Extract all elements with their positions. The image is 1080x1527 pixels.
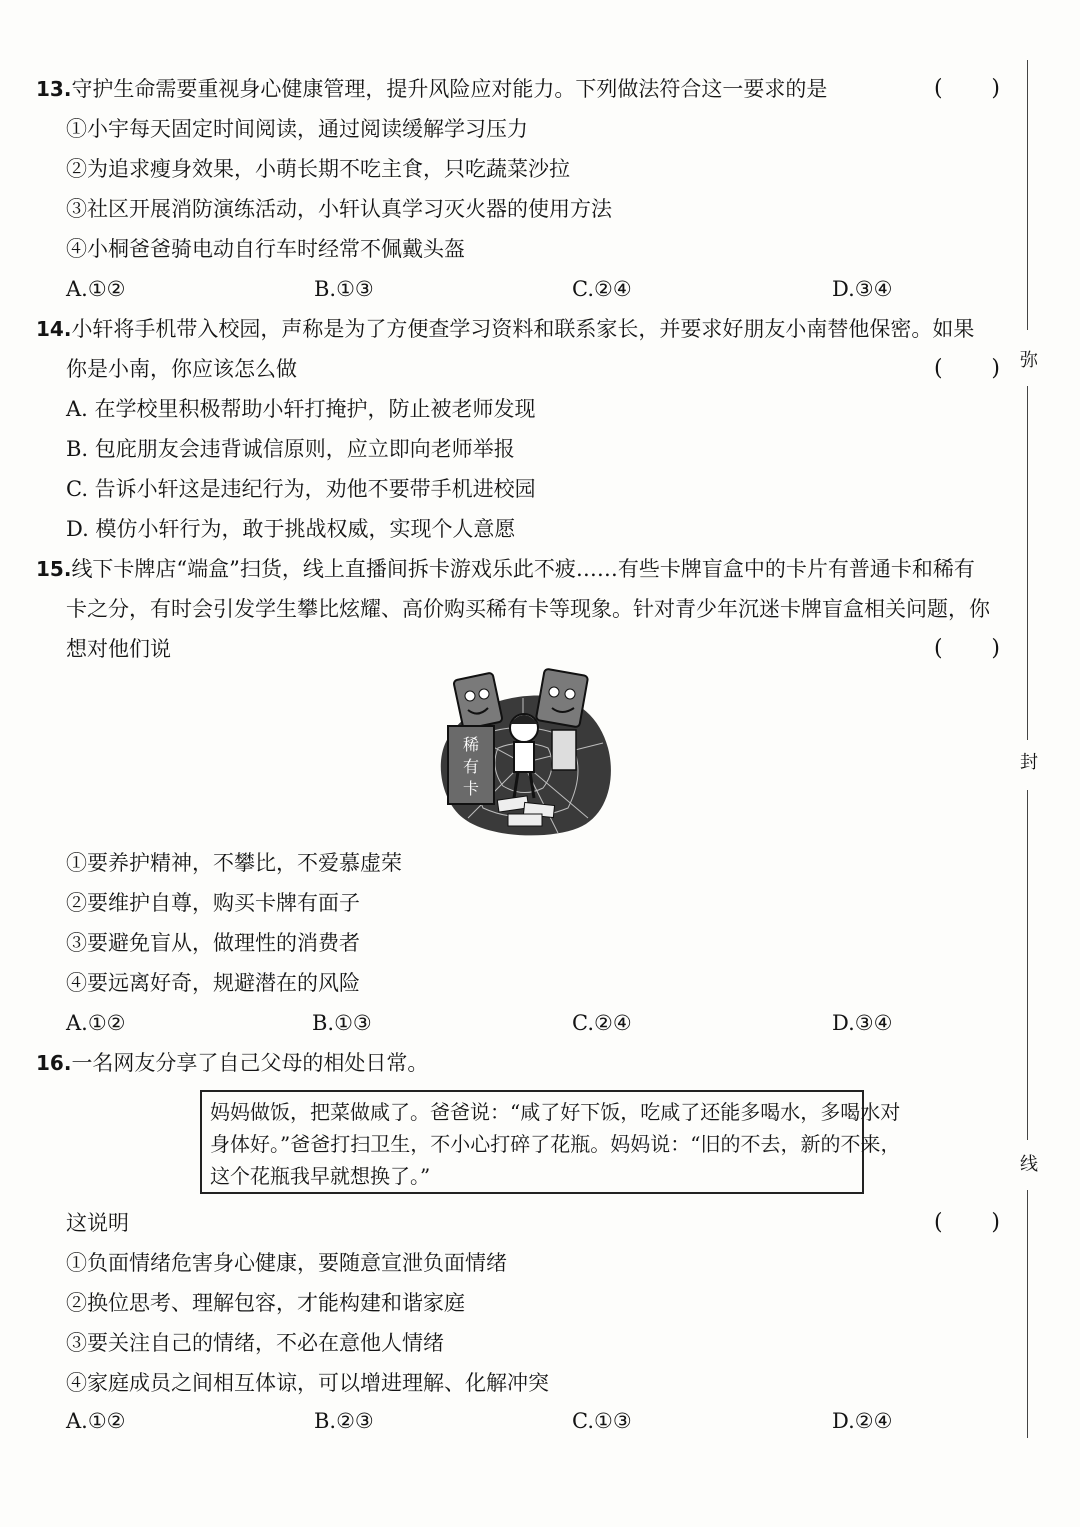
q16-stem: 一名网友分享了自己父母的相处日常。 xyxy=(71,1051,429,1075)
rare-card-char-1: 稀 xyxy=(462,735,480,754)
q15-item-2: ②要维护自尊，购买卡牌有面子 xyxy=(66,891,360,915)
paren-right: ) xyxy=(991,356,1000,381)
rare-card-char-3: 卡 xyxy=(462,779,480,798)
q15-option-b: B.①③ xyxy=(312,1011,372,1035)
q13-item-1: ①小宇每天固定时间阅读，通过阅读缓解学习压力 xyxy=(66,117,528,141)
q13-item-3: ③社区开展消防演练活动，小轩认真学习灭火器的使用方法 xyxy=(66,197,612,221)
q15-option-a: A.①② xyxy=(66,1011,126,1035)
q14-option-a: A. 在学校里积极帮助小轩打掩护，防止被老师发现 xyxy=(66,397,536,421)
q15-item-1: ①要养护精神，不攀比，不爱慕虚荣 xyxy=(66,851,402,875)
binding-line-segment xyxy=(1027,386,1028,740)
q13-option-b: B.①③ xyxy=(314,277,374,301)
rare-card-char-2: 有 xyxy=(462,757,480,776)
q16-option-b: B.②③ xyxy=(314,1409,374,1433)
q13-option-a: A.①② xyxy=(66,277,126,301)
paren-left: ( xyxy=(934,1210,943,1235)
q16-prompt: 这说明 xyxy=(66,1211,129,1235)
q16-option-a: A.①② xyxy=(66,1409,126,1433)
q16-number: 16. xyxy=(36,1051,72,1075)
q13-item-4: ④小桐爸爸骑电动自行车时经常不佩戴头盔 xyxy=(66,237,465,261)
q15-option-d: D.③④ xyxy=(832,1011,893,1035)
q16-item-2: ②换位思考、理解包容，才能构建和谐家庭 xyxy=(66,1291,465,1315)
q16-box-line-3: 这个花瓶我早就想换了。” xyxy=(210,1164,431,1188)
q14-option-b: B. 包庇朋友会违背诚信原则，应立即向老师举报 xyxy=(66,437,515,461)
q15-number: 15. xyxy=(36,557,72,581)
binding-mark-mi: 弥 xyxy=(1018,346,1040,372)
q16-answer-paren xyxy=(934,1208,1000,1238)
binding-line-segment xyxy=(1027,790,1028,1140)
q13-answer-paren xyxy=(934,74,1000,104)
binding-mark-xian: 线 xyxy=(1018,1150,1040,1176)
q15-option-c: C.②④ xyxy=(572,1011,632,1035)
q14-stem-line-1 xyxy=(36,314,974,344)
q16-stem-line xyxy=(36,1048,428,1078)
q16-item-4: ④家庭成员之间相互体谅，可以增进理解、化解冲突 xyxy=(66,1371,549,1395)
paren-left: ( xyxy=(934,356,943,381)
binding-line-segment xyxy=(1027,1190,1028,1438)
q13-item-2: ②为追求瘦身效果，小萌长期不吃主食，只吃蔬菜沙拉 xyxy=(66,157,570,181)
q14-stem-1: 小轩将手机带入校园，声称是为了方便查学习资料和联系家长，并要求好朋友小南替他保密。如果 xyxy=(71,317,975,341)
q14-stem-line-2: 你是小南，你应该怎么做 xyxy=(66,357,297,381)
q16-quote-box xyxy=(200,1090,901,1194)
q13-stem-line xyxy=(36,74,827,104)
binding-mark-feng: 封 xyxy=(1018,748,1040,774)
q16-item-1: ①负面情绪危害身心健康，要随意宣泄负面情绪 xyxy=(66,1251,507,1275)
q15-item-4: ④要远离好奇，规避潜在的风险 xyxy=(66,971,360,995)
q13-stem: 守护生命需要重视身心健康管理，提升风险应对能力。下列做法符合这一要求的是 xyxy=(71,77,828,101)
q16-box-line-2: 身体好。”爸爸打扫卫生，不小心打碎了花瓶。妈妈说：“旧的不去，新的不来， xyxy=(210,1132,901,1156)
q16-option-d: D.②④ xyxy=(832,1409,893,1433)
paren-right: ) xyxy=(991,1210,1000,1235)
small-card-icon xyxy=(552,730,576,770)
paren-right: ) xyxy=(991,76,1000,101)
binding-line-segment xyxy=(1027,60,1028,330)
q16-option-c: C.①③ xyxy=(572,1409,632,1433)
q14-option-d: D. 模仿小轩行为，敢于挑战权威，实现个人意愿 xyxy=(66,517,516,541)
q14-option-c: C. 告诉小轩这是违纪行为，劝他不要带手机进校园 xyxy=(66,477,536,501)
rare-card-icon xyxy=(448,726,494,804)
paren-right: ) xyxy=(991,636,1000,661)
paren-left: ( xyxy=(934,76,943,101)
q15-answer-paren xyxy=(934,634,1000,664)
q16-box-line-1: 妈妈做饭，把菜做咸了。爸爸说：“咸了好下饭，吃咸了还能多喝水，多喝水对 xyxy=(210,1100,901,1124)
q14-number: 14. xyxy=(36,317,72,341)
q14-answer-paren xyxy=(934,354,1000,384)
q15-stem-line-2: 卡之分，有时会引发学生攀比炫耀、高价购买稀有卡等现象。针对青少年沉迷卡牌盲盒相关问题，你 xyxy=(66,597,990,621)
q13-number: 13. xyxy=(36,77,72,101)
left-card-character-icon xyxy=(453,672,503,729)
paren-left: ( xyxy=(934,636,943,661)
q15-stem-line-3: 想对他们说 xyxy=(66,637,171,661)
blind-box-card-illustration xyxy=(428,668,618,840)
q15-item-3: ③要避免盲从，做理性的消费者 xyxy=(66,931,360,955)
q15-stem-1: 线下卡牌店“端盒”扫货，线上直播间拆卡游戏乐此不疲……有些卡牌盲盒中的卡片有普通卡和稀有 xyxy=(71,557,975,581)
q15-stem-line-1 xyxy=(36,554,975,584)
q13-option-c: C.②④ xyxy=(572,277,632,301)
right-card-character-icon xyxy=(536,669,588,728)
q16-item-3: ③要关注自己的情绪，不必在意他人情绪 xyxy=(66,1331,444,1355)
q13-option-d: D.③④ xyxy=(832,277,893,301)
